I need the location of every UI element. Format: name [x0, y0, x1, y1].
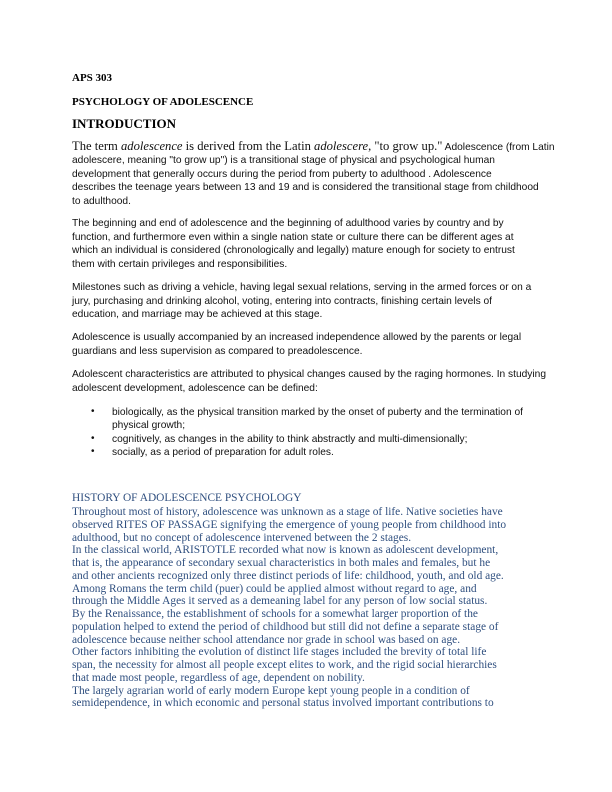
intro-term: adolescence [120, 139, 183, 153]
course-code: APS 303 [72, 72, 113, 84]
history-heading: HISTORY OF ADOLESCENCE PSYCHOLOGY [72, 492, 302, 504]
paragraph-line: to adulthood. [72, 195, 131, 207]
paragraph-line: development that generally occurs during the period from puberty to adulthood . Adolescence [72, 168, 492, 180]
paragraph-line: adolescere, meaning "to grow up") is a transitional stage of physical and psychological human [72, 155, 495, 166]
paragraph-line: them with certain privileges and responsibilities. [72, 258, 288, 270]
history-line: semidependence, in which economic and personal status involved important contributions to [72, 697, 494, 710]
history-line: population helped to extend the period of childhood but still did not define a separate stage of [72, 620, 499, 633]
paragraph-line: describes the teenage years between 13 and 19 and is considered the transitional stage from childhood [72, 182, 539, 193]
paragraph-line: jury, purchasing and drinking alcohol, voting, entering into contracts, finishing certain levels of [72, 295, 492, 307]
history-line: and other ancients recognized only three distinct periods of life: childhood, youth, and old age. [72, 569, 504, 582]
intro-text: is derived from the Latin [182, 139, 315, 153]
intro-text: Adolescence (from Latin [442, 142, 555, 153]
paragraph-line: education, and marriage may be achieved at this stage. [72, 309, 323, 320]
paragraph-line: which an individual is considered (chronologically and legally) mature enough for society to entrust [72, 245, 515, 256]
course-title: PSYCHOLOGY OF ADOLESCENCE [72, 96, 254, 108]
bullet-icon: • [91, 406, 95, 417]
history-line: span, the necessity for almost all people except elites to work, and the rigid social hierarchies [72, 659, 497, 671]
history-line: that is, the appearance of secondary sexual characteristics in both males and females, but he [72, 557, 491, 569]
bullet-icon: • [91, 446, 95, 458]
intro-text: , "to grow up." [368, 139, 443, 153]
bullet-item-line: cognitively, as changes in the ability to think abstractly and multi-dimensionally; [112, 433, 468, 445]
bullet-item-line: socially, as a period of preparation for adult roles. [112, 447, 334, 459]
paragraph-line: adolescent development, adolescence can be defined: [72, 382, 318, 394]
paragraph-line: guardians and less supervision as compared to preadolescence. [72, 345, 363, 357]
paragraph-line: Milestones such as driving a vehicle, having legal sexual relations, serving in the armed forces or on a [72, 282, 532, 293]
history-line: observed RITES OF PASSAGE signifying the emergence of young people from childhood into [72, 518, 507, 531]
paragraph-line: Adolescent characteristics are attributed to physical changes caused by the raging hormones. In studying [72, 369, 546, 380]
paragraph-line: The beginning and end of adolescence and the beginning of adulthood varies by country and by [72, 218, 504, 229]
history-line: through the Middle Ages it served as a demeaning label for any person of low social status. [72, 595, 488, 608]
paragraph-line: Adolescence is usually accompanied by an increased independence allowed by the parents or legal [72, 332, 522, 343]
bullet-icon: • [91, 432, 95, 444]
intro-first-line [72, 140, 555, 154]
intro-text: The term [72, 139, 121, 153]
history-line: Throughout most of history, adolescence was unknown as a stage of life. Native societies have [72, 506, 503, 518]
history-line: Among Romans the term child (puer) could be applied almost without regard to age, and [72, 582, 477, 595]
history-line: that made most people, regardless of age, dependent on nobility. [72, 671, 365, 684]
paragraph-line: function, and furthermore even within a single nation state or culture there can be different ages at [72, 231, 514, 243]
history-line: The largely agrarian world of early modern Europe kept young people in a condition of [72, 684, 470, 697]
history-line: adolescence because neither school attendance nor grade in school was based on age. [72, 633, 461, 646]
history-line: Other factors inhibiting the evolution of distinct life stages included the brevity of total life [72, 646, 487, 659]
history-line: adulthood, but no concept of adolescence intervened between the 2 stages. [72, 531, 412, 544]
history-line: By the Renaissance, the establishment of schools for a somewhat larger proportion of the [72, 608, 478, 620]
intro-latin-term: adolescere [314, 139, 369, 153]
history-line: In the classical world, ARISTOTLE recorded what now is known as adolescent development, [72, 544, 499, 557]
bullet-item-line: biologically, as the physical transition marked by the onset of puberty and the termination of [112, 407, 523, 418]
section-heading: INTRODUCTION [72, 116, 177, 131]
bullet-item-line: physical growth; [112, 420, 186, 432]
